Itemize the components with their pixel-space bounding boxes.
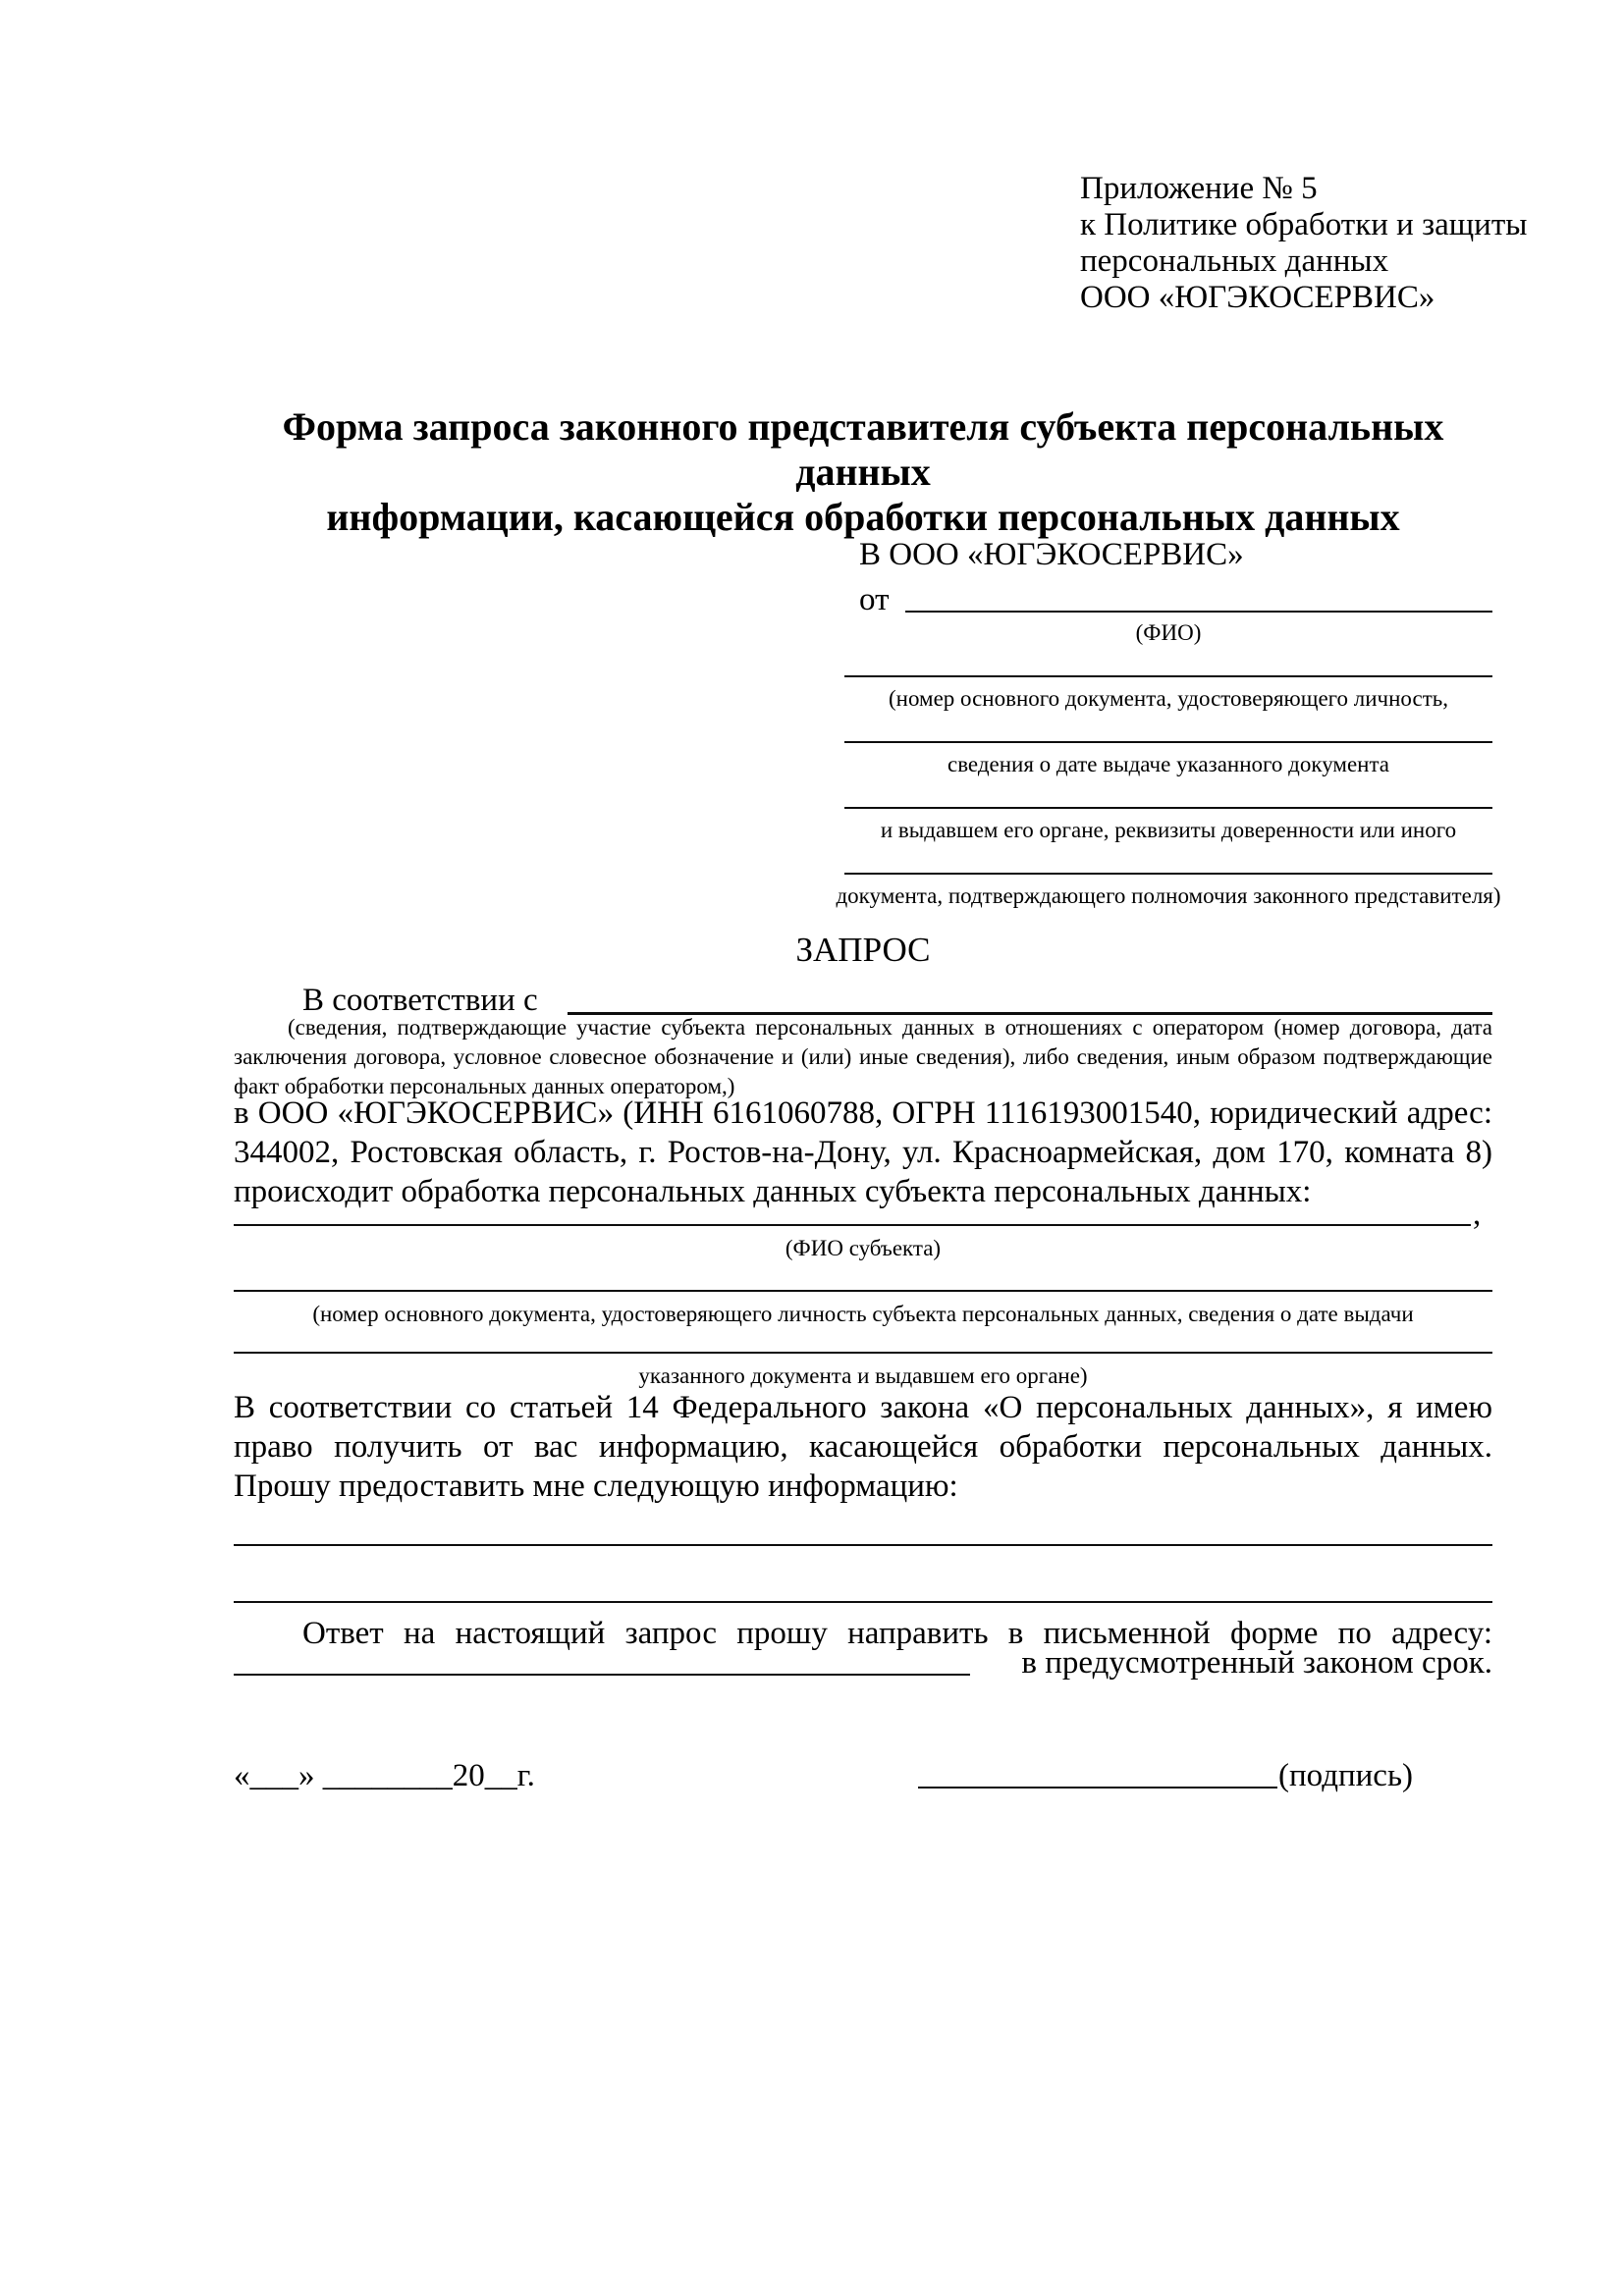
representative-doc-caption: документа, подтверждающего полномочия законного представителя) bbox=[836, 883, 1501, 908]
accordance-label: В соответствии с bbox=[302, 983, 538, 1018]
reply-address-blank-line bbox=[234, 1674, 970, 1676]
trailing-comma: , bbox=[1473, 1197, 1482, 1232]
from-fio-blank-line bbox=[905, 611, 1492, 613]
subject-fio-blank-line bbox=[234, 1224, 1471, 1226]
date-line: «___» ________20__г. bbox=[234, 1758, 535, 1793]
recipient-line: В ООО «ЮГЭКОСЕРВИС» bbox=[859, 537, 1244, 572]
representative-doc-caption: сведения о дате выдаче указанного документа bbox=[947, 752, 1390, 776]
subject-doc-blank-line bbox=[234, 1352, 1492, 1354]
info-blank-line bbox=[234, 1544, 1492, 1546]
info-blank-line bbox=[234, 1601, 1492, 1603]
subject-doc-caption: указанного документа и выдавшем его органе) bbox=[638, 1363, 1088, 1388]
subject-doc-caption: (номер основного документа, удостоверяющего личность субъекта персональных данных, сведения о дате выдачи bbox=[312, 1302, 1414, 1326]
appendix-header-line: к Политике обработки и защиты bbox=[1080, 207, 1528, 242]
representative-doc-blank-line bbox=[844, 807, 1492, 809]
representative-doc-blank-line bbox=[844, 741, 1492, 743]
subject-doc-blank-line bbox=[234, 1290, 1492, 1292]
document-title bbox=[234, 404, 1492, 540]
operator-paragraph: в ООО «ЮГЭКОСЕРВИС» (ИНН 6161060788, ОГРН 1116193001540, юридический адрес: 344002, Ростовская область, г. Ростов-на-Дону, ул. Красноармейская, дом 170, комната 8) происходит обработка персональных данных субъекта персональных данных: bbox=[234, 1095, 1492, 1209]
from-label: от bbox=[859, 582, 890, 617]
appendix-header-line: Приложение № 5 bbox=[1080, 171, 1318, 206]
document-title-line1: Форма запроса законного представителя субъекта персональных данных bbox=[282, 404, 1444, 494]
representative-doc-caption: и выдавшем его органе, реквизиты доверенности или иного bbox=[880, 818, 1457, 842]
document-title-line2: информации, касающейся обработки персональных данных bbox=[326, 495, 1400, 539]
subject-fio-caption: (ФИО субъекта) bbox=[785, 1236, 942, 1260]
fio-caption: (ФИО) bbox=[1135, 620, 1202, 645]
representative-doc-blank-line bbox=[844, 873, 1492, 875]
law-paragraph: В соответствии со статьей 14 Федерального закона «О персональных данных», я имею право получить от вас информацию, касающейся обработки персональных данных. Прошу предоставить мне следующую информацию: bbox=[234, 1390, 1492, 1504]
representative-doc-blank-line bbox=[844, 675, 1492, 677]
appendix-header bbox=[1080, 171, 1527, 316]
signature-caption: (подпись) bbox=[1278, 1758, 1413, 1793]
representative-doc-caption: (номер основного документа, удостоверяющего личность, bbox=[888, 686, 1448, 711]
reply-paragraph: Ответ на настоящий запрос прошу направить в письменной форме по адресу: bbox=[302, 1616, 1492, 1651]
request-heading: ЗАПРОС bbox=[795, 931, 931, 969]
accordance-note: (сведения, подтверждающие участие субъекта персональных данных в отношениях с оператором (номер договора, дата заключения договора, условное словесное обозначение и (или) иные сведения), либо сведения, иным образом подтверждающие факт обработки персональных данных оператором,) bbox=[234, 1015, 1492, 1098]
signature-blank-line bbox=[918, 1787, 1277, 1789]
reply-tail: в предусмотренный законом срок. bbox=[1021, 1645, 1492, 1681]
appendix-header-line: персональных данных bbox=[1080, 243, 1389, 279]
appendix-header-line: ООО «ЮГЭКОСЕРВИС» bbox=[1080, 280, 1435, 315]
